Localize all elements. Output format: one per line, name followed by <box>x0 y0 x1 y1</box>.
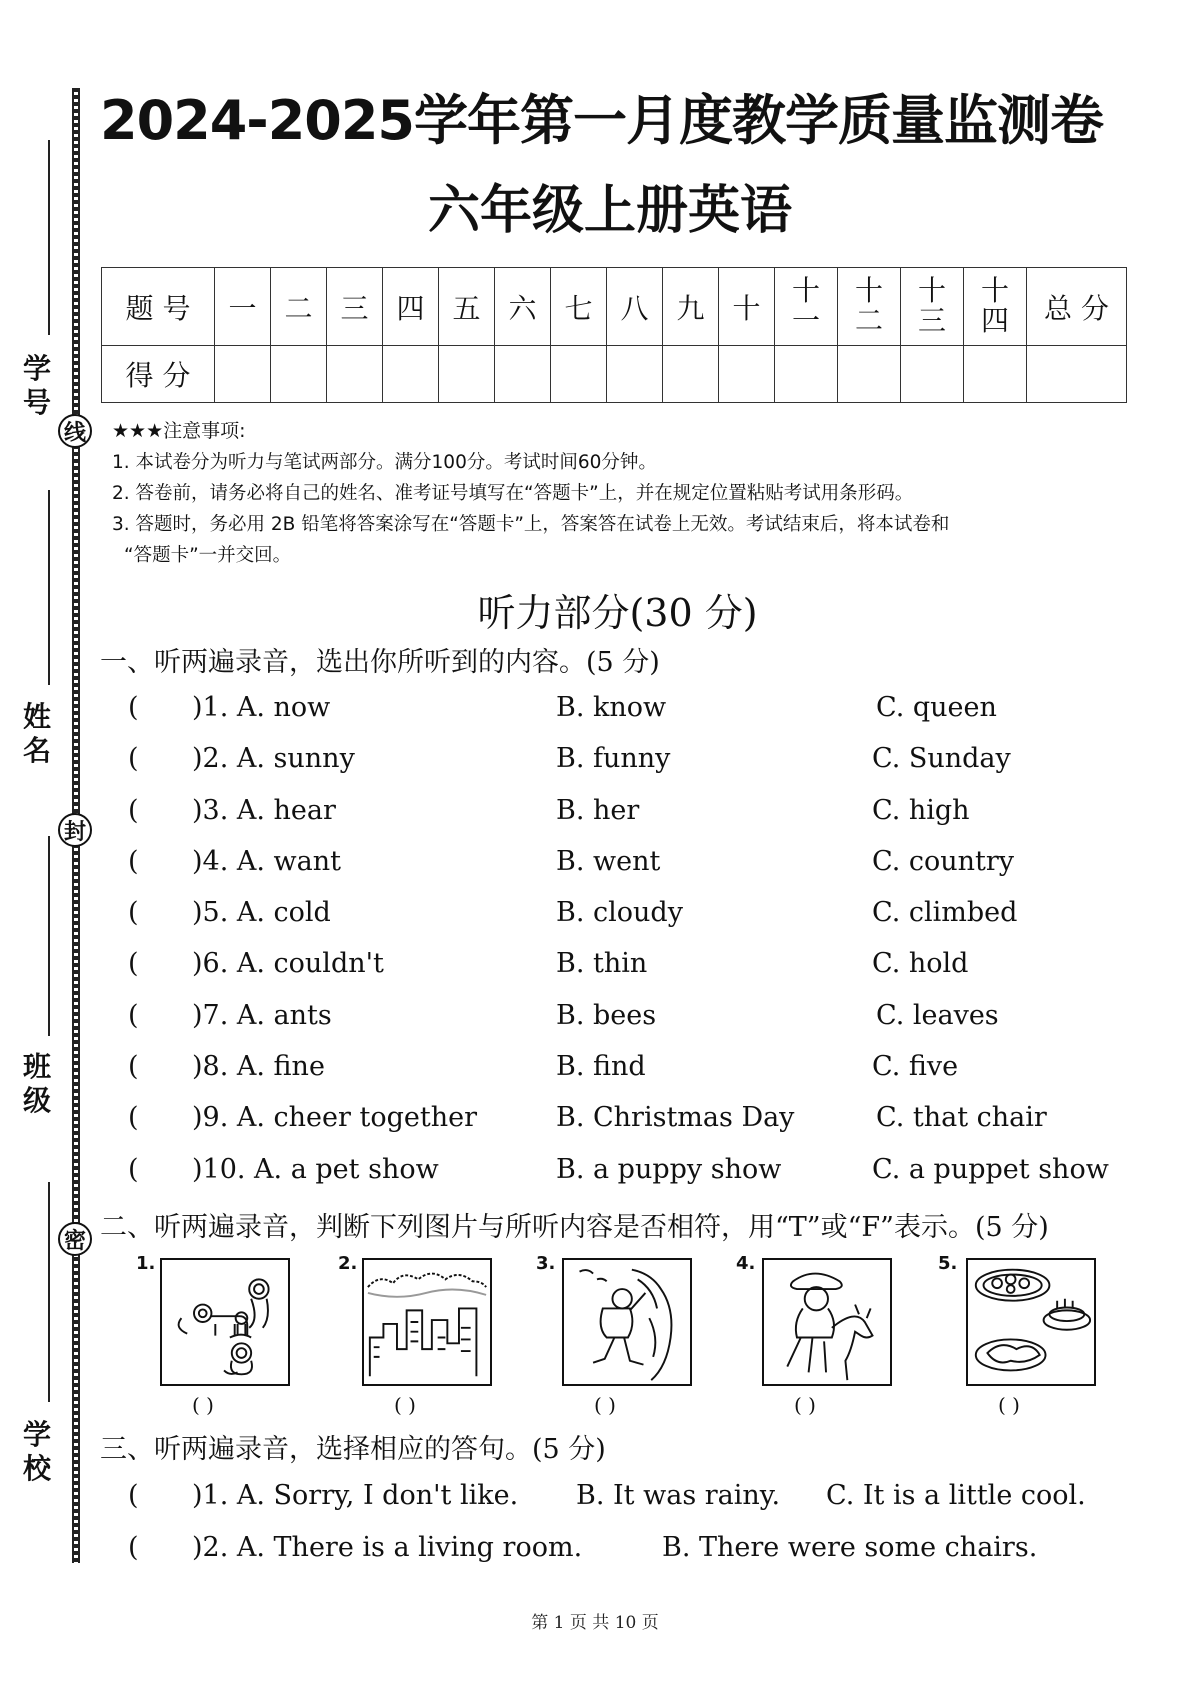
column-header-stacked: 十 四 <box>964 268 1027 346</box>
binding-circle-seal: 封 <box>58 813 92 847</box>
column-header: 三 <box>327 268 383 346</box>
exam-notes <box>112 416 1127 571</box>
score-table <box>101 267 1127 403</box>
column-header: 八 <box>607 268 663 346</box>
total-score-label: 总 分 <box>1027 268 1127 346</box>
column-header: 一 <box>215 268 271 346</box>
score-cell[interactable] <box>495 346 551 403</box>
food-plates-icon <box>966 1258 1096 1386</box>
score-row-label: 得 分 <box>102 346 215 403</box>
answer-bracket[interactable]: ( ) <box>594 1393 616 1417</box>
binding-circle-secret: 密 <box>58 1222 92 1256</box>
notes-header: ★★★注意事项: <box>112 420 246 442</box>
score-cell[interactable] <box>327 346 383 403</box>
girl-riding-horse-icon <box>762 1258 892 1386</box>
name-label: 姓名 <box>22 700 51 767</box>
score-cell[interactable] <box>838 346 901 403</box>
answer-bracket[interactable]: ( ) <box>394 1393 416 1417</box>
class-label: 班级 <box>22 1050 51 1117</box>
score-cell[interactable] <box>775 346 838 403</box>
total-score-cell[interactable] <box>1027 346 1127 403</box>
page-footer: 第 1 页 共 10 页 <box>531 1613 659 1633</box>
picture-number: 4. <box>736 1253 756 1274</box>
school-underline <box>48 1182 50 1402</box>
score-cell[interactable] <box>271 346 327 403</box>
answer-bracket[interactable]: ( ) <box>794 1393 816 1417</box>
exam-subtitle: 六年级上册英语 <box>427 181 792 241</box>
score-cell[interactable] <box>663 346 719 403</box>
column-header: 九 <box>663 268 719 346</box>
notes-item: 3. 答题时，务必用 2B 铅笔将答案涂写在“答题卡”上，答案答在试卷上无效。考试结束后，将本试卷和 <box>112 514 950 535</box>
cloudy-city-icon <box>362 1258 492 1386</box>
section-2-heading: 二、听两遍录音，判断下列图片与所听内容是否相符，用“T”或“F”表示。(5 分) <box>100 1212 1049 1243</box>
score-cell[interactable] <box>964 346 1027 403</box>
answer-bracket[interactable]: ( ) <box>192 1393 214 1417</box>
column-header-stacked: 十 二 <box>838 268 901 346</box>
column-header: 二 <box>271 268 327 346</box>
score-cell[interactable] <box>551 346 607 403</box>
score-cell[interactable] <box>607 346 663 403</box>
class-underline <box>48 836 50 1036</box>
school-label: 学校 <box>22 1418 51 1485</box>
score-cell[interactable] <box>439 346 495 403</box>
picture-number: 5. <box>938 1253 958 1274</box>
answer-bracket[interactable]: ( ) <box>998 1393 1020 1417</box>
student-number-label: 学号 <box>22 352 51 419</box>
score-cell[interactable] <box>215 346 271 403</box>
picture-number: 2. <box>338 1253 358 1274</box>
section-1-heading: 一、听两遍录音，选出你所听到的内容。(5 分) <box>100 647 660 678</box>
picture-number: 3. <box>536 1253 556 1274</box>
boy-climbing-icon <box>562 1258 692 1386</box>
notes-item: 2. 答卷前，请务必将自己的姓名、准考证号填写在“答题卡”上，并在规定位置粘贴考试用条形码。 <box>112 483 914 504</box>
column-header: 六 <box>495 268 551 346</box>
binding-circle-line: 线 <box>58 414 92 448</box>
notes-item: 1. 本试卷分为听力与笔试两部分。满分100分。考试时间60分钟。 <box>112 452 657 473</box>
picture-number: 1. <box>136 1253 156 1274</box>
score-cell[interactable] <box>901 346 964 403</box>
exam-title: 2024-2025学年第一月度教学质量监测卷 <box>100 89 1103 152</box>
column-header-stacked: 十 一 <box>775 268 838 346</box>
listening-part-title: 听力部分(30 分) <box>477 591 758 635</box>
question-number-label: 题 号 <box>102 268 215 346</box>
column-header: 四 <box>383 268 439 346</box>
score-cell[interactable] <box>383 346 439 403</box>
column-header: 十 <box>719 268 775 346</box>
score-cell[interactable] <box>719 346 775 403</box>
section-3-heading: 三、听两遍录音，选择相应的答句。(5 分) <box>100 1434 606 1465</box>
lions-icon <box>160 1258 290 1386</box>
column-header: 五 <box>439 268 495 346</box>
column-header-stacked: 十 三 <box>901 268 964 346</box>
column-header: 七 <box>551 268 607 346</box>
notes-item: “答题卡”一并交回。 <box>124 545 292 566</box>
